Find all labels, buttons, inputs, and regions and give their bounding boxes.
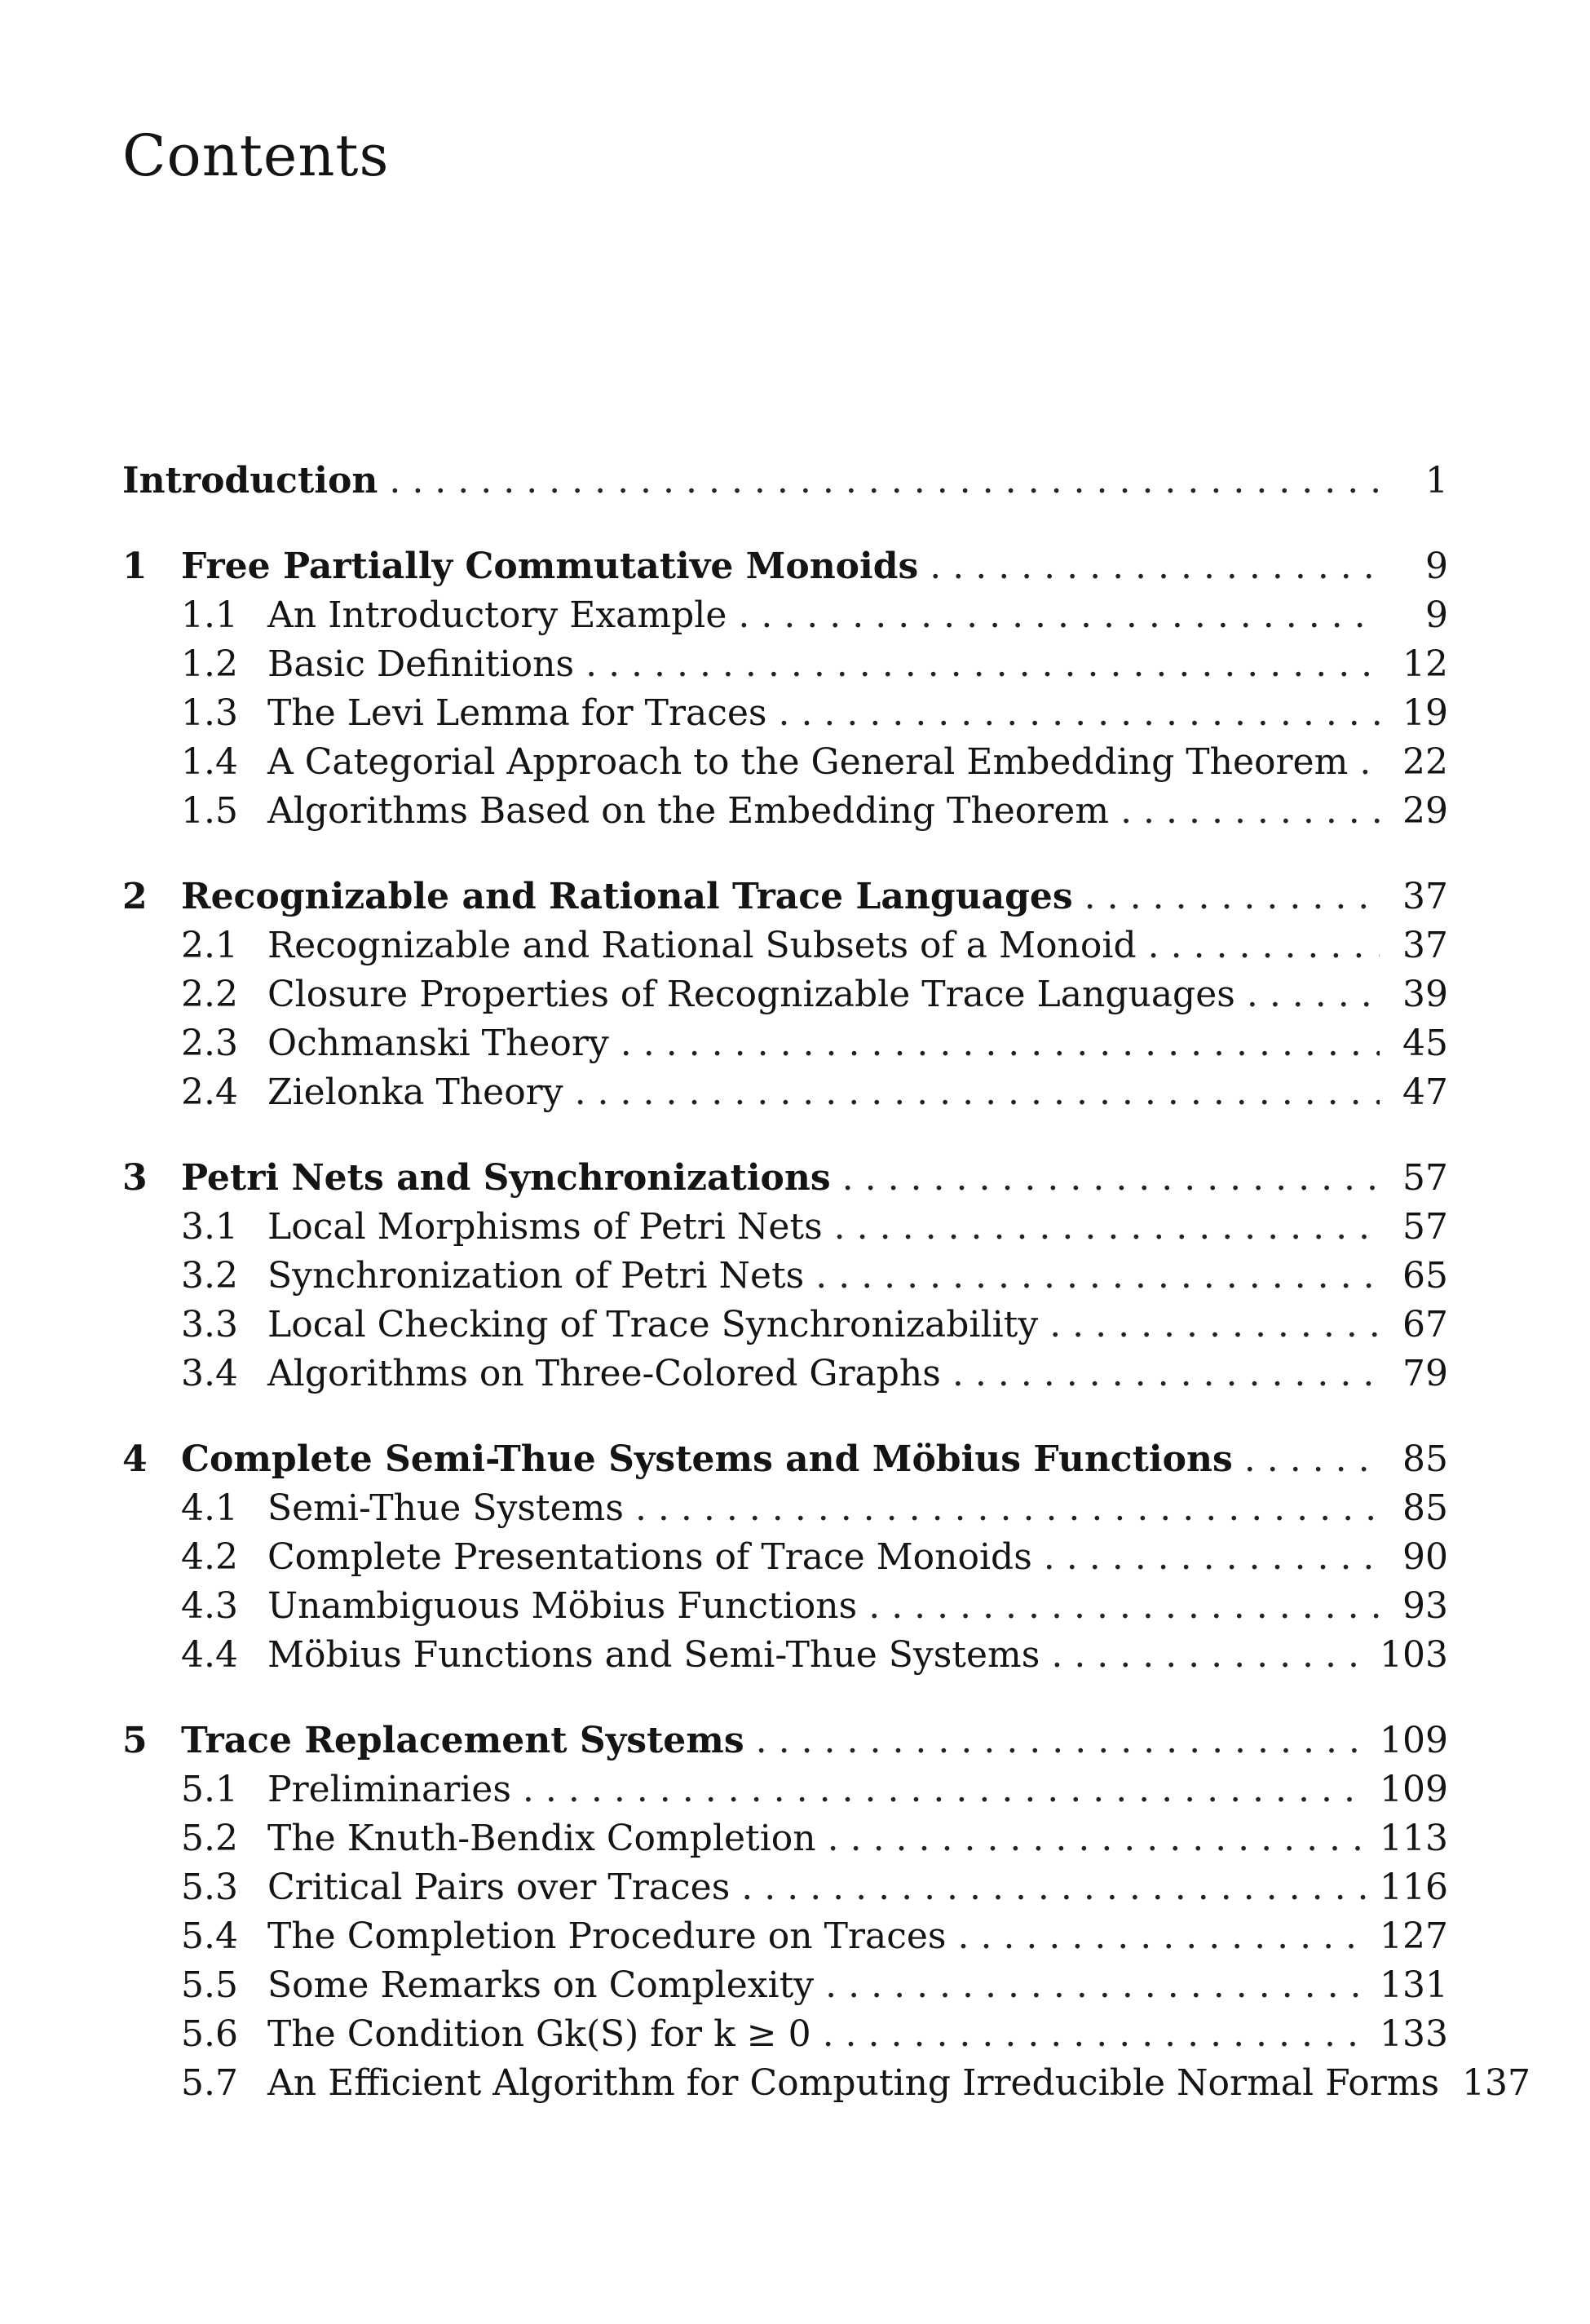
section-number: 2.1	[181, 925, 238, 966]
dot-leader	[1120, 787, 1380, 836]
dot-leader	[1051, 1631, 1368, 1680]
page-number: 12	[1402, 643, 1448, 685]
page-number: 37	[1402, 876, 1448, 917]
toc-section-2-1[interactable]	[122, 921, 1448, 970]
table-of-contents	[122, 457, 1531, 2108]
chapter-number: 4	[122, 1438, 148, 1480]
dot-leader	[389, 457, 1380, 506]
section-title: Recognizable and Rational Subsets of a Monoid	[267, 925, 1137, 966]
toc-section-3-3[interactable]	[122, 1301, 1448, 1350]
toc-section-1-2[interactable]	[122, 640, 1448, 689]
dot-leader	[756, 1716, 1368, 1765]
toc-chapter-4[interactable]	[122, 1435, 1448, 1484]
dot-leader	[1359, 738, 1380, 787]
section-number: 5.1	[181, 1769, 238, 1810]
toc-chapter-1[interactable]	[122, 542, 1448, 591]
page-number: 37	[1402, 925, 1448, 966]
dot-leader	[1148, 921, 1380, 970]
page-number: 22	[1402, 741, 1448, 783]
section-title: A Categorial Approach to the General Embedding Theorem	[267, 741, 1349, 783]
section-title: Algorithms on Three-Colored Graphs	[267, 1353, 941, 1394]
toc-chapter-3[interactable]	[122, 1154, 1448, 1203]
section-title: Basic Definitions	[267, 643, 575, 685]
dot-leader	[621, 1019, 1380, 1068]
page-number: 29	[1402, 790, 1448, 832]
dot-leader	[778, 689, 1380, 738]
dot-leader	[1247, 970, 1380, 1019]
section-number: 3.3	[181, 1304, 238, 1345]
dot-leader	[741, 1863, 1368, 1912]
toc-section-2-2[interactable]	[122, 970, 1448, 1019]
section-number: 5.7	[181, 2062, 238, 2104]
toc-chapter-5[interactable]	[122, 1716, 1448, 1765]
section-title: Some Remarks on Complexity	[267, 1964, 815, 2006]
toc-section-2-4[interactable]	[122, 1068, 1448, 1117]
page-number: 90	[1402, 1536, 1448, 1578]
page-number: 109	[1380, 1720, 1448, 1761]
chapter-number: 2	[122, 876, 148, 917]
dot-leader	[1244, 1435, 1380, 1484]
dot-leader	[828, 1814, 1368, 1863]
toc-section-3-2[interactable]	[122, 1252, 1448, 1301]
section-number: 5.3	[181, 1867, 238, 1908]
chapter-number: 3	[122, 1157, 148, 1199]
section-title: Algorithms Based on the Embedding Theorem	[267, 790, 1110, 832]
toc-section-1-5[interactable]	[122, 787, 1448, 836]
section-number: 2.2	[181, 974, 238, 1015]
entry-title: Introduction	[122, 460, 378, 501]
section-number: 5.5	[181, 1964, 238, 2006]
page-number: 103	[1380, 1634, 1448, 1676]
toc-section-3-1[interactable]	[122, 1203, 1448, 1252]
section-number: 3.2	[181, 1255, 238, 1297]
section-title: An Introductory Example	[267, 594, 727, 636]
section-title: The Condition Gk(S) for k ≥ 0	[267, 2013, 811, 2055]
page-number: 9	[1425, 594, 1448, 636]
section-number: 3.1	[181, 1206, 238, 1248]
toc-section-2-3[interactable]	[122, 1019, 1448, 1068]
section-number: 4.4	[181, 1634, 238, 1676]
dot-leader	[958, 1912, 1369, 1961]
dot-leader	[842, 1154, 1380, 1203]
section-title: The Levi Lemma for Traces	[267, 692, 767, 734]
page-number: 1	[1425, 460, 1448, 501]
dot-leader	[738, 591, 1380, 640]
toc-entry-introduction[interactable]	[122, 457, 1448, 506]
toc-section-4-3[interactable]	[122, 1582, 1448, 1631]
section-title: Local Morphisms of Petri Nets	[267, 1206, 823, 1248]
dot-leader	[952, 1350, 1380, 1398]
section-number: 4.3	[181, 1585, 238, 1627]
section-title: The Completion Procedure on Traces	[267, 1915, 947, 1957]
chapter-title: Trace Replacement Systems	[181, 1720, 744, 1761]
page-number: 85	[1402, 1487, 1448, 1529]
chapter-number: 5	[122, 1720, 148, 1761]
section-title: Ochmanski Theory	[267, 1023, 609, 1064]
chapter-title: Complete Semi-Thue Systems and Möbius Functions	[181, 1438, 1233, 1480]
page-number: 9	[1425, 546, 1448, 587]
section-number: 5.2	[181, 1818, 238, 1859]
toc-section-1-3[interactable]	[122, 689, 1448, 738]
page-number: 57	[1402, 1206, 1448, 1248]
page-number: 79	[1402, 1353, 1448, 1394]
page-number: 45	[1402, 1023, 1448, 1064]
dot-leader	[575, 1068, 1380, 1117]
toc-section-5-4[interactable]	[122, 1912, 1448, 1961]
section-number: 4.1	[181, 1487, 238, 1529]
chapter-title: Recognizable and Rational Trace Languages	[181, 876, 1073, 917]
dot-leader	[1044, 1533, 1380, 1582]
page-number: 47	[1402, 1071, 1448, 1113]
page-number: 67	[1402, 1304, 1448, 1345]
page-number: 131	[1380, 1964, 1448, 2006]
section-title: The Knuth-Bendix Completion	[267, 1818, 816, 1859]
page-number: 93	[1402, 1585, 1448, 1627]
section-title: Zielonka Theory	[267, 1071, 563, 1113]
toc-section-5-6[interactable]	[122, 2010, 1448, 2059]
section-title: Semi-Thue Systems	[267, 1487, 624, 1529]
dot-leader	[523, 1765, 1368, 1814]
page-number: 127	[1380, 1915, 1448, 1957]
dot-leader	[815, 1252, 1380, 1301]
page-number: 137	[1462, 2062, 1531, 2104]
section-number: 3.4	[181, 1353, 238, 1394]
page-number: 85	[1402, 1438, 1448, 1480]
dot-leader	[823, 2010, 1368, 2059]
page-number: 116	[1380, 1867, 1448, 1908]
page-number: 113	[1380, 1818, 1448, 1859]
toc-section-5-5[interactable]	[122, 1961, 1448, 2010]
section-title: Critical Pairs over Traces	[267, 1867, 731, 1908]
section-number: 1.5	[181, 790, 238, 832]
section-number: 2.3	[181, 1023, 238, 1064]
page-number: 19	[1402, 692, 1448, 734]
toc-section-5-3[interactable]	[122, 1863, 1448, 1912]
section-number: 2.4	[181, 1071, 238, 1113]
dot-leader	[825, 1961, 1368, 2010]
toc-section-5-1[interactable]	[122, 1765, 1448, 1814]
page-number: 109	[1380, 1769, 1448, 1810]
toc-section-1-1[interactable]	[122, 591, 1448, 640]
section-number: 1.4	[181, 741, 238, 783]
toc-section-3-4[interactable]	[122, 1350, 1448, 1398]
section-title: Closure Properties of Recognizable Trace Languages	[267, 974, 1235, 1015]
page-number: 39	[1402, 974, 1448, 1015]
toc-section-5-2[interactable]	[122, 1814, 1448, 1863]
chapter-title: Petri Nets and Synchronizations	[181, 1157, 831, 1199]
toc-section-4-1[interactable]	[122, 1484, 1448, 1533]
page-number: 133	[1380, 2013, 1448, 2055]
section-number: 4.2	[181, 1536, 238, 1578]
dot-leader	[930, 542, 1380, 591]
page-number: 65	[1402, 1255, 1448, 1297]
section-number: 1.1	[181, 594, 238, 636]
chapter-title: Free Partially Commutative Monoids	[181, 546, 919, 587]
dot-leader	[868, 1582, 1380, 1631]
page-title: Contents	[122, 122, 390, 189]
dot-leader	[834, 1203, 1380, 1252]
section-number: 1.3	[181, 692, 238, 734]
toc-section-4-4[interactable]	[122, 1631, 1448, 1680]
section-title: Local Checking of Trace Synchronizability	[267, 1304, 1039, 1345]
toc-section-4-2[interactable]	[122, 1533, 1448, 1582]
section-number: 5.4	[181, 1915, 238, 1957]
page-number: 57	[1402, 1157, 1448, 1199]
section-title: Preliminaries	[267, 1769, 511, 1810]
dot-leader	[1084, 873, 1380, 921]
chapter-number: 1	[122, 546, 148, 587]
toc-section-1-4[interactable]	[122, 738, 1448, 787]
section-title: Synchronization of Petri Nets	[267, 1255, 805, 1297]
section-title: An Efficient Algorithm for Computing Irreducible Normal Forms	[267, 2062, 1440, 2104]
section-number: 1.2	[181, 643, 238, 685]
toc-chapter-2[interactable]	[122, 873, 1448, 921]
section-title: Complete Presentations of Trace Monoids	[267, 1536, 1032, 1578]
section-title: Möbius Functions and Semi-Thue Systems	[267, 1634, 1040, 1676]
section-number: 5.6	[181, 2013, 238, 2055]
dot-leader	[635, 1484, 1380, 1533]
dot-leader	[1049, 1301, 1380, 1350]
section-title: Unambiguous Möbius Functions	[267, 1585, 858, 1627]
toc-section-5-7[interactable]	[122, 2059, 1531, 2108]
dot-leader	[585, 640, 1380, 689]
